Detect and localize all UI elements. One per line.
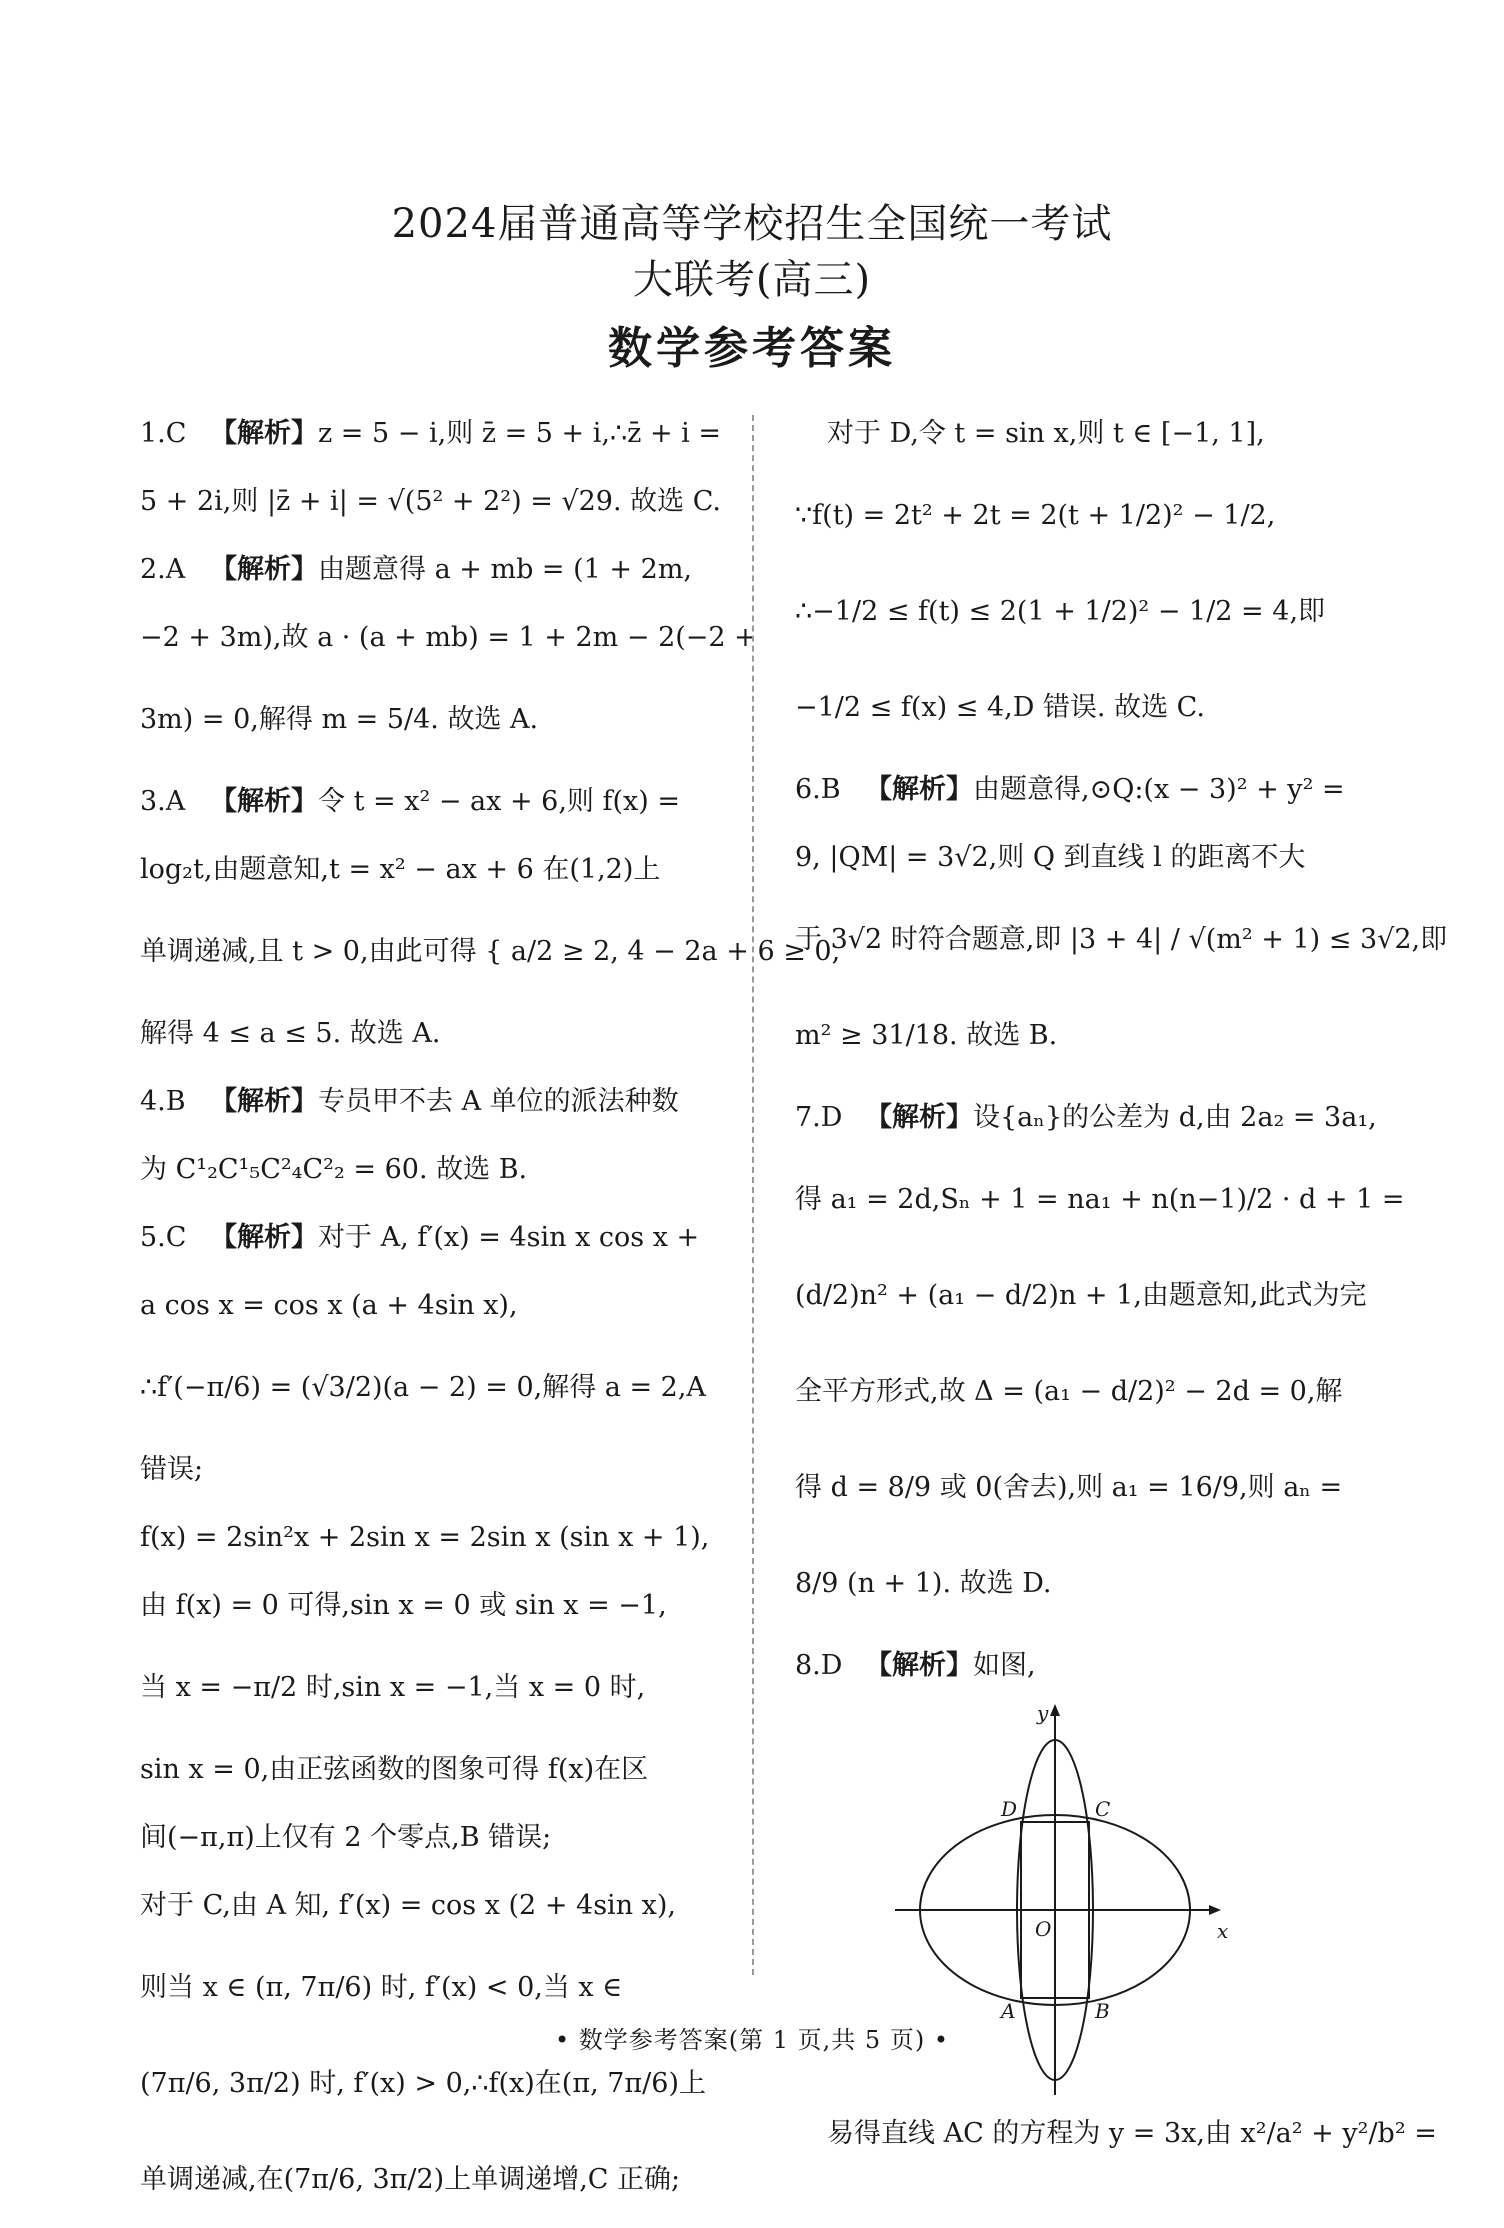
line-text: 由 f(x) = 0 可得,sin x = 0 或 sin x = −1, xyxy=(140,1590,667,1621)
solution-line xyxy=(140,1804,725,1872)
solution-line xyxy=(795,2100,1437,2168)
solution-line xyxy=(795,468,1365,564)
line-text: 专员甲不去 A 单位的派法种数 xyxy=(318,1086,679,1117)
answer-number: 3.A xyxy=(140,786,186,817)
solution-line xyxy=(795,660,1365,756)
answer-number: 5.C xyxy=(140,1222,187,1253)
answer-number: 8.D xyxy=(795,1650,843,1681)
analysis-tag: 【解析】 xyxy=(865,774,973,805)
analysis-tag: 【解析】 xyxy=(210,1086,318,1117)
solution-line xyxy=(140,1640,725,1736)
answer-item-start xyxy=(795,1084,1377,1152)
line-text: 如图, xyxy=(973,1650,1036,1681)
answer-number: 7.D xyxy=(795,1102,843,1133)
line-text: ∵f(t) = 2t² + 2t = 2(t + 1/2)² − 1/2, xyxy=(795,500,1276,531)
answer-item-start xyxy=(140,768,725,836)
solution-line xyxy=(140,904,841,1000)
line-text: z = 5 − i,则 z̄ = 5 + i,∴z̄ + i = xyxy=(318,418,722,449)
line-text: a cos x = cos x (a + 4sin x), xyxy=(140,1290,518,1321)
solution-line xyxy=(795,400,1365,468)
solution-line xyxy=(140,1572,725,1640)
line-text: 对于 A, f′(x) = 4sin x cos x + xyxy=(318,1222,700,1253)
line-text: 得 a₁ = 2d,Sₙ + 1 = na₁ + n(n−1)/2 · d + 1 = xyxy=(795,1184,1405,1215)
solution-line xyxy=(140,468,725,536)
solution-line xyxy=(140,1436,725,1504)
line-text: sin x = 0,由正弦函数的图象可得 f(x)在区 xyxy=(140,1754,649,1785)
analysis-tag: 【解析】 xyxy=(210,554,318,585)
line-text: 当 x = −π/2 时,sin x = −1,当 x = 0 时, xyxy=(140,1672,646,1703)
line-text: ∴−1/2 ≤ f(t) ≤ 2(1 + 1/2)² − 1/2 = 4,即 xyxy=(795,596,1326,627)
solution-line xyxy=(140,1504,725,1572)
solution-line xyxy=(140,672,725,768)
solution-line xyxy=(795,1248,1365,1344)
solution-line xyxy=(140,1872,725,1940)
label-d: D xyxy=(1001,1797,1018,1821)
solution-line xyxy=(795,892,1448,988)
line-text: 3m) = 0,解得 m = 5/4. 故选 A. xyxy=(140,704,539,735)
line-text: (7π/6, 3π/2) 时, f′(x) > 0,∴f(x)在(π, 7π/6)上 xyxy=(140,2068,706,2099)
line-text: 易得直线 AC 的方程为 y = 3x,由 x²/a² + y²/b² = xyxy=(827,2118,1437,2149)
line-text: 对于 C,由 A 知, f′(x) = cos x (2 + 4sin x), xyxy=(140,1890,677,1921)
label-o: O xyxy=(1035,1917,1052,1941)
analysis-tag: 【解析】 xyxy=(865,1102,973,1133)
answer-number: 4.B xyxy=(140,1086,186,1117)
answer-number: 2.A xyxy=(140,554,186,585)
solution-line xyxy=(795,564,1365,660)
exam-title: 2024届普通高等学校招生全国统一考试 xyxy=(391,201,1113,247)
answer-number: 1.C xyxy=(140,418,187,449)
solution-line xyxy=(795,988,1365,1084)
answer-item-start xyxy=(140,536,725,604)
solution-line xyxy=(140,1736,725,1804)
solution-line xyxy=(140,1136,725,1204)
answer-item-start xyxy=(140,400,725,468)
line-text: ∴f′(−π/6) = (√3/2)(a − 2) = 0,解得 a = 2,A xyxy=(140,1372,706,1403)
solution-line xyxy=(795,1440,1365,1536)
x-axis-arrow xyxy=(1209,1905,1221,1915)
line-text: 间(−π,π)上仅有 2 个零点,B 错误; xyxy=(140,1822,552,1853)
label-a: A xyxy=(1001,1999,1016,2023)
solution-line xyxy=(140,2132,725,2228)
analysis-tag: 【解析】 xyxy=(210,786,318,817)
y-axis-arrow xyxy=(1050,1704,1060,1716)
line-text: −1/2 ≤ f(x) ≤ 4,D 错误. 故选 C. xyxy=(795,692,1205,723)
line-text: 解得 4 ≤ a ≤ 5. 故选 A. xyxy=(140,1018,441,1049)
answer-item-start xyxy=(795,1632,1365,1700)
solution-line xyxy=(140,1340,725,1436)
column-divider xyxy=(752,415,754,1975)
document-title: 数学参考答案 xyxy=(608,323,896,374)
line-text: −2 + 3m),故 a · (a + mb) = 1 + 2m − 2(−2 + xyxy=(140,622,757,653)
solution-line xyxy=(795,1536,1365,1632)
line-text: 令 t = x² − ax + 6,则 f(x) = xyxy=(318,786,681,817)
exam-subtitle: 大联考(高三) xyxy=(632,257,872,303)
solution-line xyxy=(140,1272,725,1340)
line-text: 设{aₙ}的公差为 d,由 2a₂ = 3a₁, xyxy=(973,1102,1377,1133)
analysis-tag: 【解析】 xyxy=(210,1222,318,1253)
line-text: (d/2)n² + (a₁ − d/2)n + 1,由题意知,此式为完 xyxy=(795,1280,1367,1311)
line-text: 于 3√2 时符合题意,即 |3 + 4| / √(m² + 1) ≤ 3√2,即 xyxy=(795,924,1448,955)
line-text: 单调递减,在(7π/6, 3π/2)上单调递增,C 正确; xyxy=(140,2164,681,2195)
line-text: log₂t,由题意知,t = x² − ax + 6 在(1,2)上 xyxy=(140,854,661,885)
answer-item-start xyxy=(140,1204,725,1272)
line-text: f(x) = 2sin²x + 2sin x = 2sin x (sin x + 1), xyxy=(140,1522,710,1553)
label-x: x xyxy=(1217,1919,1229,1943)
line-text: 由题意得 a + mb = (1 + 2m, xyxy=(318,554,693,585)
analysis-tag: 【解析】 xyxy=(210,418,318,449)
solution-line xyxy=(795,824,1365,892)
solution-line xyxy=(140,604,757,672)
label-y: y xyxy=(1037,1701,1049,1725)
analysis-tag: 【解析】 xyxy=(865,1650,973,1681)
page-footer: • 数学参考答案(第 1 页,共 5 页) • xyxy=(555,2026,949,2054)
line-text: 5 + 2i,则 |z̄ + i| = √(5² + 2²) = √29. 故选 C. xyxy=(140,486,722,517)
line-text: 9, |QM| = 3√2,则 Q 到直线 l 的距离不大 xyxy=(795,842,1306,873)
solution-line xyxy=(795,1152,1405,1248)
solution-line xyxy=(140,1000,725,1068)
right-column xyxy=(795,400,1448,2168)
label-c: C xyxy=(1095,1797,1111,1821)
line-text: 全平方形式,故 Δ = (a₁ − d/2)² − 2d = 0,解 xyxy=(795,1376,1343,1407)
line-text: 则当 x ∈ (π, 7π/6) 时, f′(x) < 0,当 x ∈ xyxy=(140,1972,623,2003)
solution-line xyxy=(140,836,725,904)
line-text: 8/9 (n + 1). 故选 D. xyxy=(795,1568,1052,1599)
line-text: 对于 D,令 t = sin x,则 t ∈ [−1, 1], xyxy=(827,418,1265,449)
answer-number: 6.B xyxy=(795,774,841,805)
line-text: 得 d = 8/9 或 0(舍去),则 a₁ = 16/9,则 aₙ = xyxy=(795,1472,1343,1503)
line-text: m² ≥ 31/18. 故选 B. xyxy=(795,1020,1058,1051)
line-text: 单调递减,且 t > 0,由此可得 { a/2 ≥ 2, 4 − 2a + 6 ≥ 0, xyxy=(140,936,841,967)
label-b: B xyxy=(1095,1999,1110,2023)
answer-item-start xyxy=(140,1068,725,1136)
answer-item-start xyxy=(795,756,1365,824)
line-text: 由题意得,⊙Q:(x − 3)² + y² = xyxy=(973,774,1345,805)
line-text: 为 C¹₂C¹₅C²₄C²₂ = 60. 故选 B. xyxy=(140,1154,528,1185)
solution-line xyxy=(795,1344,1365,1440)
line-text: 错误; xyxy=(140,1454,204,1485)
